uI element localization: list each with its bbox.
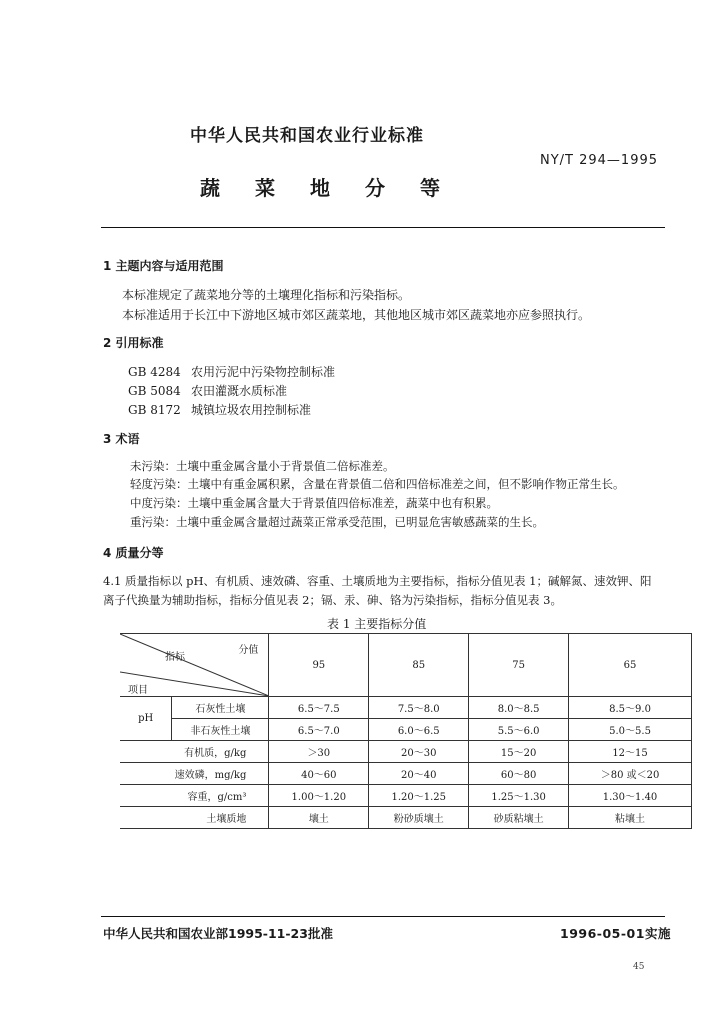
- reference-code: GB 4284: [128, 365, 181, 379]
- term-definition: 中度污染：土壤中重金属含量大于背景值四倍标准差，蔬菜中也有积累。: [130, 496, 498, 510]
- section-2-heading: 2 引用标准: [103, 336, 164, 350]
- term-definition: 未污染：土壤中重金属含量小于背景值二倍标准差。: [130, 459, 395, 473]
- table-cell: 15～20: [469, 741, 569, 763]
- table-cell: 6.0～6.5: [369, 719, 469, 741]
- table-row: [120, 785, 692, 807]
- title-char: 地: [310, 176, 330, 200]
- row-label: 有机质，g/kg: [120, 741, 269, 763]
- title-char: 分: [365, 176, 385, 200]
- reference-title: 农用污泥中污染物控制标准: [191, 365, 336, 379]
- table-cell: 5.5～6.0: [469, 719, 569, 741]
- approval-line: 中华人民共和国农业部1995-11-23批准: [103, 926, 333, 941]
- standard-number: NY/T 294—1995: [540, 153, 659, 168]
- section-3-heading: 3 术语: [103, 432, 140, 446]
- table-cell: 5.0～5.5: [569, 719, 692, 741]
- table-cell: 壤土: [269, 807, 369, 829]
- corner-item-label: 项目: [128, 685, 148, 696]
- term-definition: 重污染：土壤中重金属含量超过蔬菜正常承受范围，已明显危害敏感蔬菜的生长。: [130, 515, 544, 529]
- header-rule: [101, 227, 665, 228]
- corner-score-label: 分值: [238, 645, 259, 656]
- corner-indicator-label: 指标: [165, 652, 185, 663]
- table-cell: 6.5～7.5: [269, 697, 369, 719]
- table-cell: 60～80: [469, 763, 569, 785]
- section-1-heading: 1 主题内容与适用范围: [103, 259, 224, 273]
- section-1-paragraph-2: 本标准适用于长江中下游地区城市郊区蔬菜地，其他地区城市郊区蔬菜地亦应参照执行。: [122, 308, 591, 322]
- table-cell: 20～40: [369, 763, 469, 785]
- title-char: 菜: [255, 176, 275, 200]
- table-cell: 8.5～9.0: [569, 697, 692, 719]
- section-4-paragraph-line: 离子代换量为辅助指标，指标分值见表 2；镉、汞、砷、铬为污染指标，指标分值见表 3。: [103, 593, 562, 607]
- section-4-heading: 4 质量分等: [103, 546, 164, 560]
- table-cell: 6.5～7.0: [269, 719, 369, 741]
- score-header: 85: [369, 634, 469, 697]
- title-char: 蔬: [200, 176, 220, 200]
- section-1-paragraph-1: 本标准规定了蔬菜地分等的土壤理化指标和污染指标。: [122, 288, 411, 302]
- table-row: [120, 807, 692, 829]
- table-cell: 1.25～1.30: [469, 785, 569, 807]
- score-header: 95: [269, 634, 369, 697]
- title-char: 等: [420, 176, 440, 200]
- page-number: 45: [633, 962, 645, 972]
- score-header: 75: [469, 634, 569, 697]
- table-header-row: [120, 634, 692, 697]
- table-cell: 1.00～1.20: [269, 785, 369, 807]
- table-cell: 20～30: [369, 741, 469, 763]
- table-row: [120, 719, 692, 741]
- reference-title: 农田灌溉水质标准: [191, 384, 288, 398]
- section-4-paragraph-line: 4.1 质量指标以 pH、有机质、速效磷、容重、土壤质地为主要指标，指标分值见表 1；碱解氮、速效钾、阳: [103, 574, 652, 588]
- organization-title: 中华人民共和国农业行业标准: [190, 126, 424, 146]
- table-row: [120, 763, 692, 785]
- table-cell: 1.30～1.40: [569, 785, 692, 807]
- table-cell: 7.5～8.0: [369, 697, 469, 719]
- row-label: 土壤质地: [120, 807, 269, 829]
- ph-label: pH: [120, 697, 172, 741]
- reference-item: [128, 401, 311, 418]
- score-header: 65: [569, 634, 692, 697]
- table-cell: 1.20～1.25: [369, 785, 469, 807]
- table-row: [120, 697, 692, 719]
- table-cell: 8.0～8.5: [469, 697, 569, 719]
- main-indicators-table: [120, 633, 692, 829]
- document-title: [200, 172, 440, 201]
- table-cell: 粉砂质壤土: [369, 807, 469, 829]
- row-label: 速效磷，mg/kg: [120, 763, 269, 785]
- table-cell: 砂质粘壤土: [469, 807, 569, 829]
- reference-title: 城镇垃圾农用控制标准: [191, 403, 312, 417]
- footer-rule: [101, 916, 665, 917]
- row-label: 非石灰性土壤: [172, 719, 269, 741]
- row-label: 石灰性土壤: [172, 697, 269, 719]
- table-row: [120, 741, 692, 763]
- reference-item: [128, 382, 287, 399]
- table-cell: 12～15: [569, 741, 692, 763]
- table-cell: ＞80 或＜20: [569, 763, 692, 785]
- reference-code: GB 5084: [128, 384, 181, 398]
- reference-item: [128, 363, 335, 380]
- table-cell: 40～60: [269, 763, 369, 785]
- table-corner-cell: [120, 634, 269, 697]
- row-label: 容重，g/cm³: [120, 785, 269, 807]
- table-cell: 粘壤土: [569, 807, 692, 829]
- term-definition: 轻度污染：土壤中有重金属积累，含量在背景值二倍和四倍标准差之间，但不影响作物正常生长。: [130, 477, 625, 491]
- table-cell: ＞30: [269, 741, 369, 763]
- table-caption: 表 1 主要指标分值: [327, 617, 427, 631]
- implementation-date: 1996-05-01实施: [560, 926, 671, 941]
- reference-code: GB 8172: [128, 403, 181, 417]
